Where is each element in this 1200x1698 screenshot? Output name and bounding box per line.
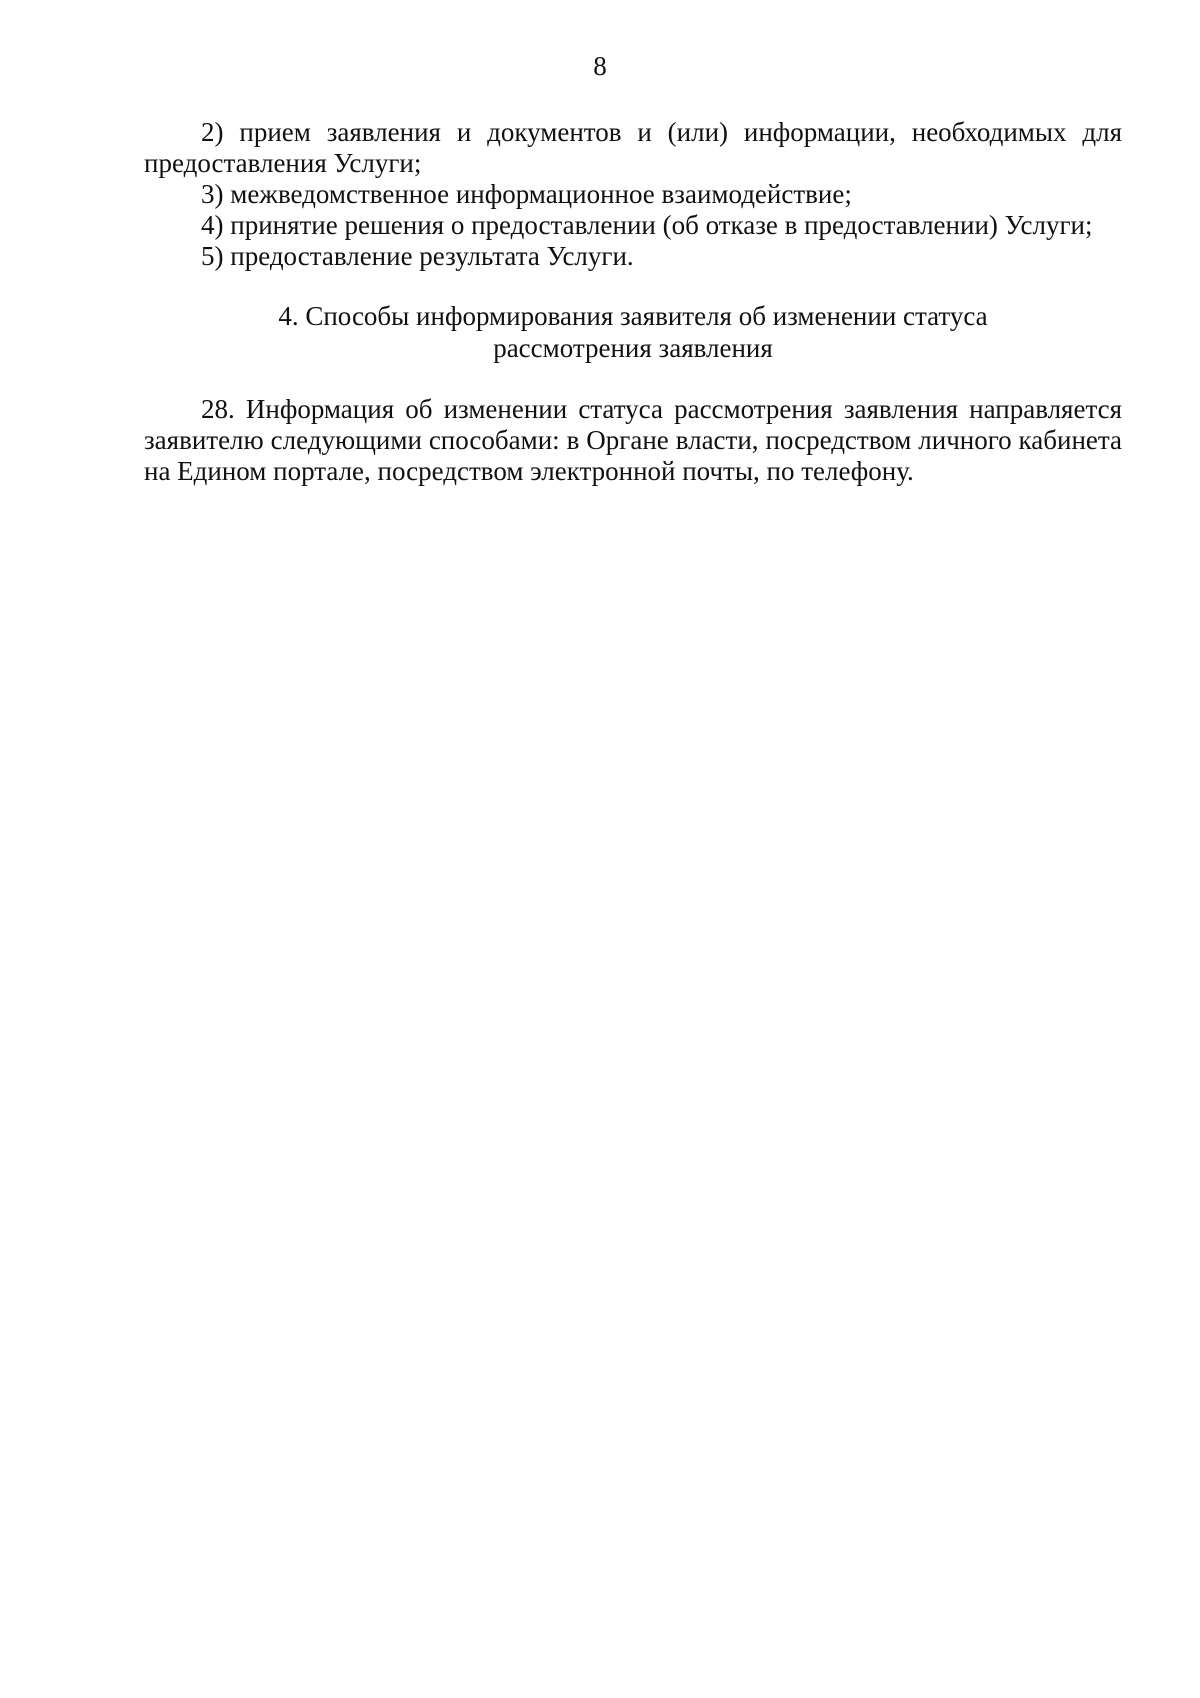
list-item: 3) межведомственное информационное взаимодействие;	[201, 179, 852, 209]
list-item: 2) прием заявления и документов и (или) информации, необходимых для предоставления Услуги;	[144, 117, 1122, 178]
document-body	[144, 117, 1122, 487]
section-heading-line2: рассмотрения заявления	[493, 333, 773, 363]
list-item: 4) принятие решения о предоставлении (об отказе в предоставлении) Услуги;	[201, 210, 1093, 240]
section-paragraph: 28. Информация об изменении статуса рассмотрения заявления направляется заявителю следующими способами: в Органе власти, посредством личного кабинета на Едином портале, посредством электронной почты, по телефону.	[144, 394, 1122, 486]
section-heading-line1: 4. Способы информирования заявителя об изменении статуса	[278, 301, 988, 331]
list-item: 5) предоставление результата Услуги.	[201, 241, 634, 271]
page-number: 8	[593, 51, 607, 81]
section-heading	[144, 300, 1122, 364]
